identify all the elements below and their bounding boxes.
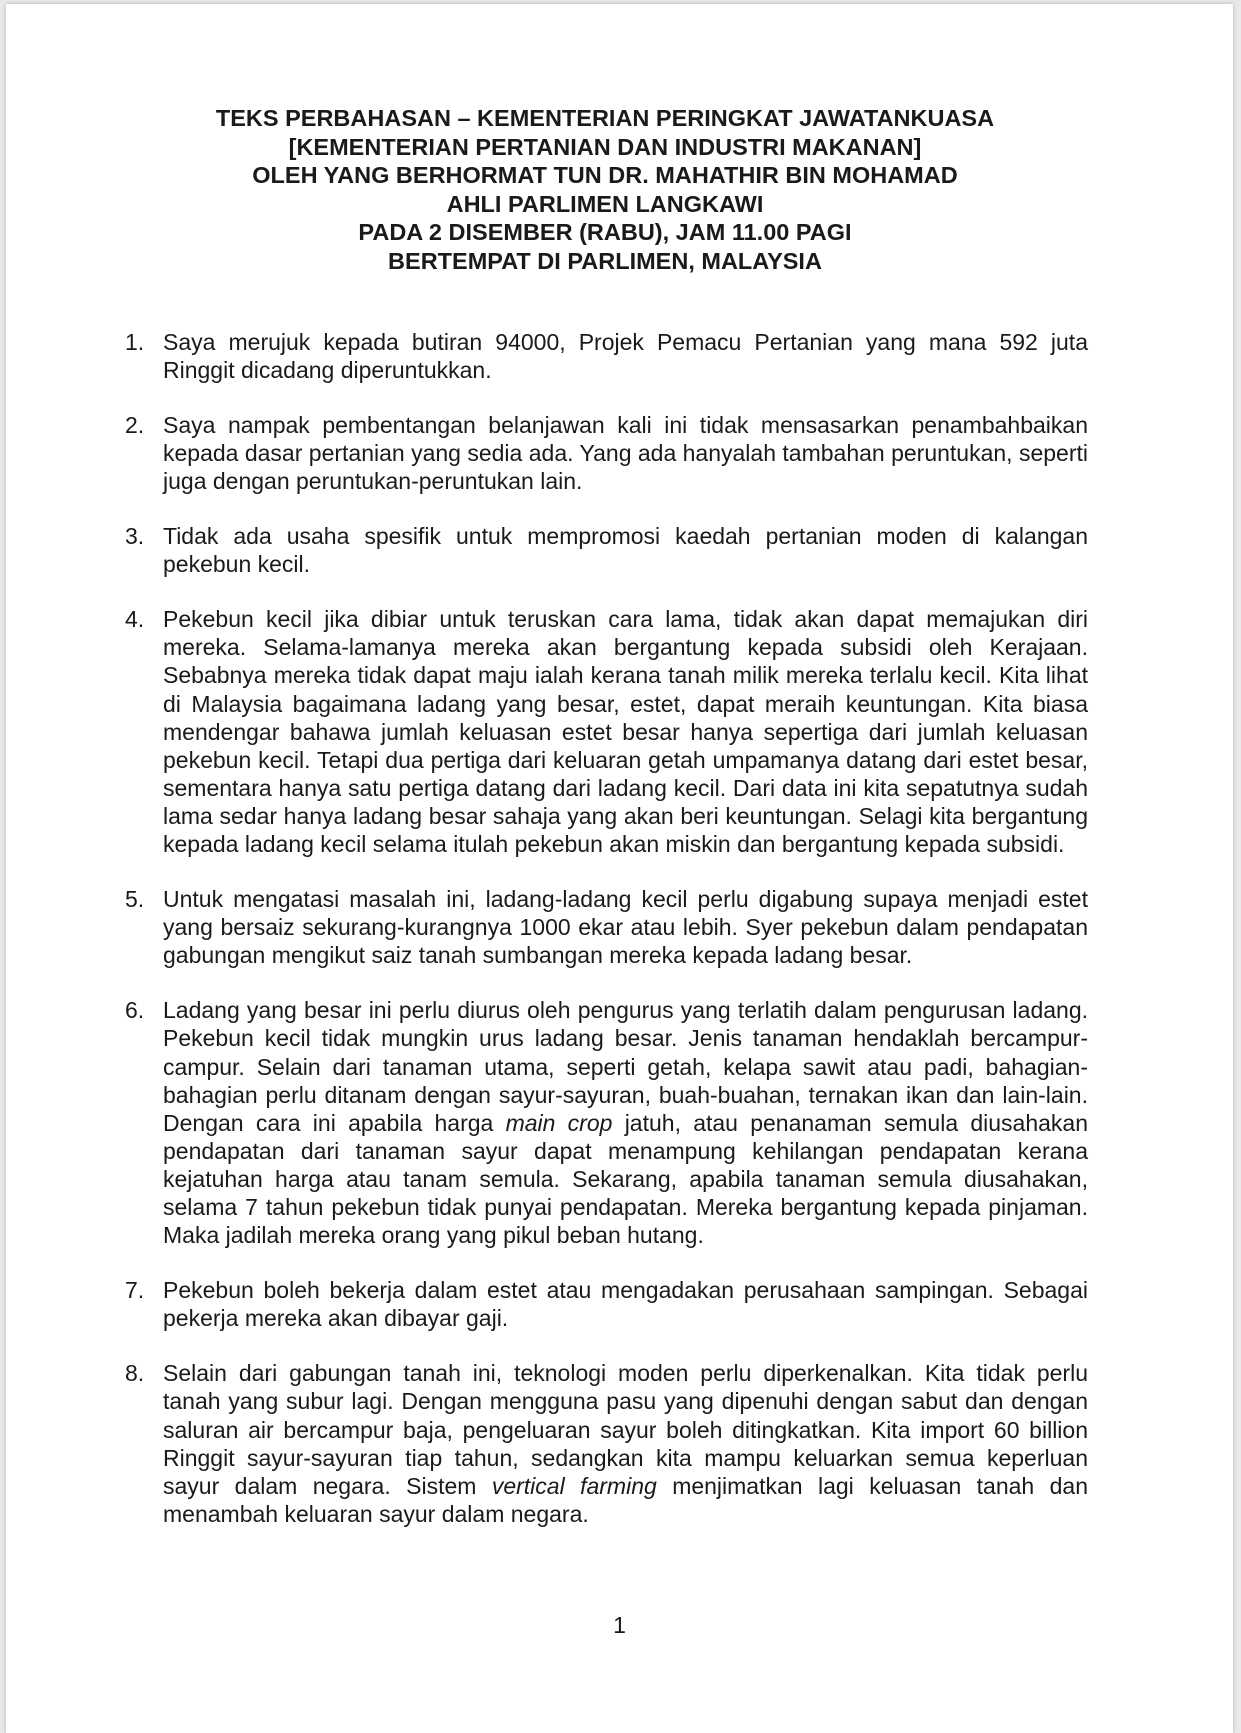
paragraph-item bbox=[122, 605, 1088, 858]
paragraph-text-part: menjimatkan lagi keluasan tanah dan menambah keluaran sayur dalam negara. bbox=[163, 1472, 1089, 1527]
title-line: AHLI PARLIMEN LANGKAWI bbox=[446, 190, 764, 217]
paragraph-text: Saya merujuk kepada butiran 94000, Projek Pemacu Pertanian yang mana 592 juta Ringgit dicadang diperuntukkan. bbox=[163, 328, 1088, 383]
paragraph-number: 4. bbox=[125, 606, 145, 633]
italic-term: main crop bbox=[505, 1109, 613, 1136]
document-body bbox=[122, 104, 1088, 1555]
paragraph-text-part: jatuh, atau penanaman semula diusahakan pendapatan dari tanaman sayur dapat menampung kehilangan pendapatan kerana kejatuhan harga atau tanam semula. Sekarang, apabila tanaman semula diusahakan, selama 7 tahun pekebun tidak punyai pendapatan. Mereka bergantung kepada pinjaman. Maka jadilah mereka orang yang pikul beban hutang. bbox=[163, 1109, 1089, 1249]
paragraph-text bbox=[163, 997, 1088, 1248]
paragraph-item bbox=[122, 522, 1088, 578]
paragraph-text: Pekebun boleh bekerja dalam estet atau mengadakan perusahaan sampingan. Sebagai pekerja mereka akan dibayar gaji. bbox=[163, 1277, 1088, 1332]
numbered-paragraph-list bbox=[122, 328, 1088, 1528]
document-title bbox=[122, 104, 1088, 276]
page-number: 1 bbox=[613, 1612, 626, 1638]
title-line: BERTEMPAT DI PARLIMEN, MALAYSIA bbox=[388, 247, 822, 274]
paragraph-item bbox=[122, 885, 1088, 969]
title-line: OLEH YANG BERHORMAT TUN DR. MAHATHIR BIN MOHAMAD bbox=[252, 162, 958, 189]
paragraph-item bbox=[122, 328, 1088, 384]
title-line: PADA 2 DISEMBER (RABU), JAM 11.00 PAGI bbox=[358, 219, 852, 246]
paragraph-text: Untuk mengatasi masalah ini, ladang-ladang kecil perlu digabung supaya menjadi estet yang bersaiz sekurang-kurangnya 1000 ekar atau lebih. Syer pekebun dalam pendapatan gabungan mengikut saiz tanah sumbangan mereka kepada ladang besar. bbox=[163, 886, 1088, 969]
title-line: TEKS PERBAHASAN – KEMENTERIAN PERINGKAT JAWATANKUASA bbox=[215, 105, 995, 131]
paragraph-text: Saya nampak pembentangan belanjawan kali ini tidak mensasarkan penambahbaikan kepada dasar pertanian yang sedia ada. Yang ada hanyalah tambahan peruntukan, seperti juga dengan peruntukan-peruntukan lain. bbox=[163, 411, 1088, 494]
italic-term: vertical farming bbox=[491, 1472, 657, 1499]
paragraph-text bbox=[163, 1360, 1088, 1526]
paragraph-text-part: Ladang yang besar ini perlu diurus oleh pengurus yang terlatih dalam pengurusan ladang. Pekebun kecil tidak mungkin urus ladang besar. Jenis tanaman hendaklah bercampur-campur. Selain dari tanaman utama, seperti getah, kelapa sawit atau padi, bahagian-bahagian perlu ditanam dengan sayur-sayuran, buah-buahan, ternakan ikan dan lain-lain. Dengan cara ini apabila harga bbox=[163, 997, 1088, 1136]
paragraph-number: 1. bbox=[125, 328, 145, 355]
paragraph-number: 5. bbox=[125, 886, 145, 913]
paragraph-item bbox=[122, 1276, 1088, 1332]
paragraph-item bbox=[122, 996, 1088, 1249]
paragraph-number: 3. bbox=[125, 523, 145, 550]
paragraph-item bbox=[122, 411, 1088, 495]
paragraph-text: Tidak ada usaha spesifik untuk mempromosi kaedah pertanian moden di kalangan pekebun kecil. bbox=[163, 523, 1088, 578]
document-page bbox=[6, 4, 1233, 1733]
title-line: [KEMENTERIAN PERTANIAN DAN INDUSTRI MAKANAN] bbox=[288, 133, 922, 160]
paragraph-number: 7. bbox=[125, 1277, 145, 1304]
paragraph-number: 6. bbox=[125, 997, 145, 1024]
paragraph-item bbox=[122, 1359, 1088, 1528]
paragraph-number: 8. bbox=[125, 1360, 145, 1387]
paragraph-text-part: Selain dari gabungan tanah ini, teknologi moden perlu diperkenalkan. Kita tidak perlu tanah yang subur lagi. Dengan mengguna pasu yang dipenuhi dengan sabut dan dengan saluran air bercampur baja, pengeluaran sayur boleh ditingkatkan. Kita import 60 billion Ringgit sayur-sayuran tiap tahun, sedangkan kita mampu keluarkan semua keperluan sayur dalam negara. Sistem bbox=[163, 1360, 1088, 1499]
paragraph-number: 2. bbox=[125, 411, 145, 438]
paragraph-text: Pekebun kecil jika dibiar untuk teruskan cara lama, tidak akan dapat memajukan diri mereka. Selama-lamanya mereka akan bergantung kepada subsidi oleh Kerajaan. Sebabnya mereka tidak dapat maju ialah kerana tanah milik mereka terlalu kecil. Kita lihat di Malaysia bagaimana ladang yang besar, estet, dapat meraih keuntungan. Kita biasa mendengar bahawa jumlah keluasan estet besar hanya sepertiga dari jumlah keluasan pekebun kecil. Tetapi dua pertiga dari keluaran getah umpamanya datang dari estet besar, sementara hanya satu pertiga datang dari ladang kecil. Dari data ini kita sepatutnya sudah lama sedar hanya ladang besar sahaja yang akan beri keuntungan. Selagi kita bergantung kepada ladang kecil selama itulah pekebun akan miskin dan bergantung kepada subsidi. bbox=[163, 606, 1088, 857]
